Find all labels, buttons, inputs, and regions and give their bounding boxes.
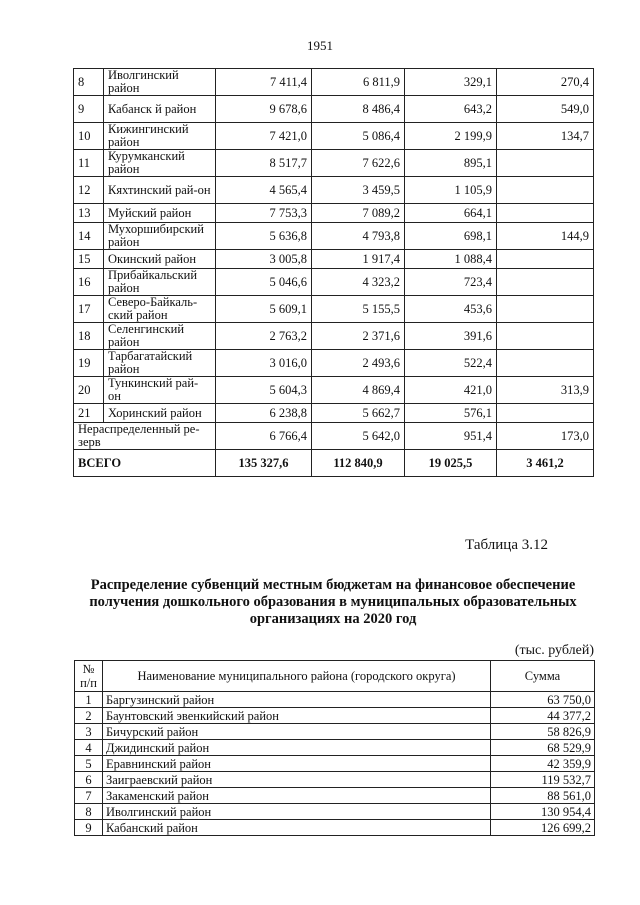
header-row (75, 661, 595, 692)
row-number: 11 (74, 150, 104, 177)
value-cell: 5 609,1 (216, 296, 312, 323)
value-cell: 2 199,9 (405, 123, 497, 150)
value-cell: 144,9 (497, 223, 594, 250)
row-number: 17 (74, 296, 104, 323)
row-number: 13 (74, 204, 104, 223)
value-cell: 7 089,2 (312, 204, 405, 223)
table-row (74, 204, 594, 223)
value-cell: 173,0 (497, 423, 594, 450)
table-row (74, 250, 594, 269)
district-name: Селенгинский район (104, 323, 216, 350)
total-value: 19 025,5 (405, 450, 497, 477)
table-row (75, 804, 595, 820)
table-row (74, 269, 594, 296)
district-name: Баргузинский район (103, 692, 491, 708)
table-title: Распределение субвенций местным бюджетам на финансовое обеспечение получения дошкольного образования в муниципальных образовательных организациях на 2020 год (89, 577, 577, 627)
district-name: Муйский район (104, 204, 216, 223)
row-number: 18 (74, 323, 104, 350)
table-row (75, 788, 595, 804)
district-name: Северо-Байкаль-ский район (104, 296, 216, 323)
value-cell: 5 155,5 (312, 296, 405, 323)
value-cell: 9 678,6 (216, 96, 312, 123)
value-cell (497, 177, 594, 204)
value-cell: 7 411,4 (216, 69, 312, 96)
district-name: Иволгинский район (103, 804, 491, 820)
table-caption: Таблица 3.12 (465, 537, 548, 553)
value-cell: 5 662,7 (312, 404, 405, 423)
value-cell (497, 296, 594, 323)
sum-value: 44 377,2 (491, 708, 595, 724)
value-cell: 1 917,4 (312, 250, 405, 269)
value-cell (497, 323, 594, 350)
district-name: Хоринский район (104, 404, 216, 423)
total-value: 112 840,9 (312, 450, 405, 477)
table-row (74, 223, 594, 250)
value-cell: 6 811,9 (312, 69, 405, 96)
value-cell: 4 565,4 (216, 177, 312, 204)
subsidy-table-continued (73, 68, 594, 477)
district-name: Тарбагатайский район (104, 350, 216, 377)
table-row (75, 692, 595, 708)
value-cell: 313,9 (497, 377, 594, 404)
row-number: 5 (75, 756, 103, 772)
value-cell: 7 622,6 (312, 150, 405, 177)
value-cell: 4 869,4 (312, 377, 405, 404)
total-value: 3 461,2 (497, 450, 594, 477)
district-name: Окинский район (104, 250, 216, 269)
value-cell: 522,4 (405, 350, 497, 377)
table-row (75, 724, 595, 740)
value-cell: 2 493,6 (312, 350, 405, 377)
district-name: Джидинский район (103, 740, 491, 756)
value-cell: 134,7 (497, 123, 594, 150)
district-name: Еравнинский район (103, 756, 491, 772)
table-row (74, 123, 594, 150)
district-name: Кабанск й район (104, 96, 216, 123)
value-cell: 3 459,5 (312, 177, 405, 204)
row-number: 20 (74, 377, 104, 404)
table-row (75, 708, 595, 724)
reserve-label: Нераспределенный ре-зерв (74, 423, 216, 450)
value-cell: 6 238,8 (216, 404, 312, 423)
table-row (75, 740, 595, 756)
sum-value: 126 699,2 (491, 820, 595, 836)
district-name: Иволгинский район (104, 69, 216, 96)
total-label: ВСЕГО (74, 450, 216, 477)
row-number: 1 (75, 692, 103, 708)
value-cell (497, 350, 594, 377)
table-row (75, 820, 595, 836)
table-row (74, 323, 594, 350)
header-number: № п/п (75, 661, 103, 692)
preschool-subvention-table (74, 660, 595, 836)
value-cell: 453,6 (405, 296, 497, 323)
row-number: 3 (75, 724, 103, 740)
value-cell: 1 088,4 (405, 250, 497, 269)
sum-value: 42 359,9 (491, 756, 595, 772)
row-number: 15 (74, 250, 104, 269)
value-cell: 2 371,6 (312, 323, 405, 350)
page-number: 1951 (307, 38, 333, 53)
sum-value: 68 529,9 (491, 740, 595, 756)
row-number: 21 (74, 404, 104, 423)
sum-value: 58 826,9 (491, 724, 595, 740)
table-row (74, 404, 594, 423)
district-name: Закаменский район (103, 788, 491, 804)
value-cell: 5 604,3 (216, 377, 312, 404)
row-number: 14 (74, 223, 104, 250)
row-number: 12 (74, 177, 104, 204)
table-row (74, 69, 594, 96)
district-name: Кяхтинский рай-он (104, 177, 216, 204)
row-number: 10 (74, 123, 104, 150)
district-name: Заиграевский район (103, 772, 491, 788)
row-number: 7 (75, 788, 103, 804)
table-row (74, 96, 594, 123)
row-number: 2 (75, 708, 103, 724)
value-cell: 5 086,4 (312, 123, 405, 150)
table-row (75, 772, 595, 788)
table-row (74, 150, 594, 177)
row-number: 9 (75, 820, 103, 836)
row-number: 8 (74, 69, 104, 96)
value-cell: 3 005,8 (216, 250, 312, 269)
value-cell: 664,1 (405, 204, 497, 223)
district-name: Курумканский район (104, 150, 216, 177)
value-cell (497, 204, 594, 223)
value-cell: 7 753,3 (216, 204, 312, 223)
value-cell: 391,6 (405, 323, 497, 350)
value-cell: 2 763,2 (216, 323, 312, 350)
table-row (74, 350, 594, 377)
row-number: 8 (75, 804, 103, 820)
value-cell: 270,4 (497, 69, 594, 96)
value-cell: 7 421,0 (216, 123, 312, 150)
units-label: (тыс. рублей) (514, 643, 594, 658)
value-cell: 5 642,0 (312, 423, 405, 450)
row-number: 19 (74, 350, 104, 377)
row-number: 9 (74, 96, 104, 123)
value-cell: 951,4 (405, 423, 497, 450)
total-row (74, 450, 594, 477)
value-cell: 421,0 (405, 377, 497, 404)
value-cell: 723,4 (405, 269, 497, 296)
value-cell: 1 105,9 (405, 177, 497, 204)
value-cell (497, 404, 594, 423)
value-cell: 8 517,7 (216, 150, 312, 177)
table-row (75, 756, 595, 772)
value-cell: 698,1 (405, 223, 497, 250)
sum-value: 130 954,4 (491, 804, 595, 820)
value-cell: 4 323,2 (312, 269, 405, 296)
district-name: Тункинский рай-он (104, 377, 216, 404)
value-cell: 8 486,4 (312, 96, 405, 123)
value-cell: 643,2 (405, 96, 497, 123)
table-row (74, 377, 594, 404)
total-value: 135 327,6 (216, 450, 312, 477)
row-number: 6 (75, 772, 103, 788)
header-sum: Сумма (491, 661, 595, 692)
value-cell: 4 793,8 (312, 223, 405, 250)
district-name: Мухоршибирский район (104, 223, 216, 250)
preschool-table-body (75, 661, 595, 836)
district-name: Кабанский район (103, 820, 491, 836)
sum-value: 119 532,7 (491, 772, 595, 788)
value-cell (497, 269, 594, 296)
value-cell: 895,1 (405, 150, 497, 177)
district-name: Баунтовский эвенкийский район (103, 708, 491, 724)
value-cell (497, 150, 594, 177)
district-name: Кижингинский район (104, 123, 216, 150)
sum-value: 88 561,0 (491, 788, 595, 804)
value-cell: 5 636,8 (216, 223, 312, 250)
value-cell: 3 016,0 (216, 350, 312, 377)
sum-value: 63 750,0 (491, 692, 595, 708)
value-cell (497, 250, 594, 269)
header-name: Наименование муниципального района (городского округа) (103, 661, 491, 692)
row-number: 4 (75, 740, 103, 756)
table-row (74, 177, 594, 204)
row-number: 16 (74, 269, 104, 296)
value-cell: 576,1 (405, 404, 497, 423)
value-cell: 329,1 (405, 69, 497, 96)
table-row (74, 296, 594, 323)
value-cell: 6 766,4 (216, 423, 312, 450)
value-cell: 549,0 (497, 96, 594, 123)
district-name: Бичурский район (103, 724, 491, 740)
reserve-row (74, 423, 594, 450)
value-cell: 5 046,6 (216, 269, 312, 296)
district-name: Прибайкальский район (104, 269, 216, 296)
subsidy-table-body (74, 69, 594, 477)
